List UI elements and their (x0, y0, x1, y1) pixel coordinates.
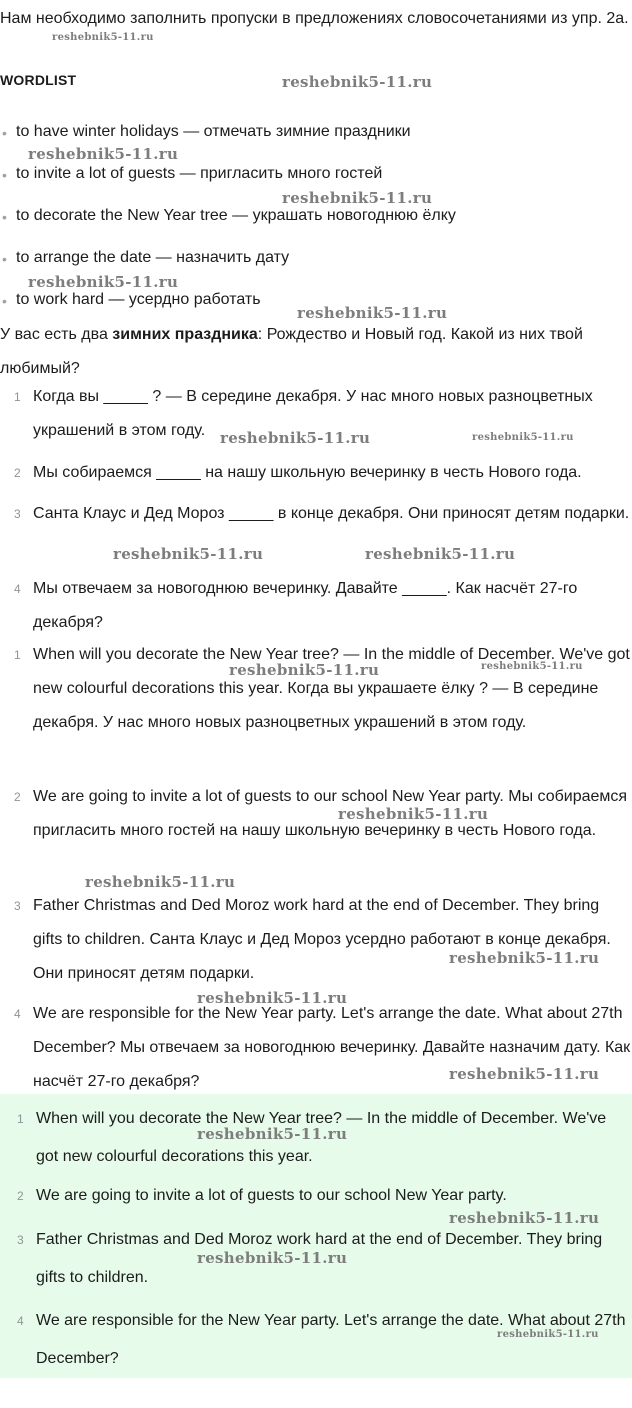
watermark: reshebnik5-11.ru (481, 661, 583, 672)
item-number: 4 (17, 1314, 24, 1328)
watermark: reshebnik5-11.ru (497, 1329, 599, 1340)
item-number: 2 (14, 790, 21, 804)
paragraph-start: У вас есть два (0, 326, 113, 343)
watermark: reshebnik5-11.ru (338, 805, 489, 823)
item-text: Father Christmas and Ded Moroz work hard at the end of December. They bring gifts to children. Санта Клаус и Дед Мороз усердно работают в конце декабря. Они приносят детям подарки. (33, 897, 611, 982)
watermark: reshebnik5-11.ru (229, 661, 380, 679)
intro-text: Нам необходимо заполнить пропуски в предложениях словосочетаниями из упр. 2a. (0, 10, 629, 27)
paragraph-bold: зимних праздника (112, 326, 258, 343)
item-number: 3 (14, 899, 21, 913)
item-number: 1 (14, 390, 21, 404)
wordlist-item: • to decorate the New Year tree — украшать новогоднюю ёлку (16, 205, 456, 227)
watermark: reshebnik5-11.ru (297, 304, 448, 322)
item-number: 2 (17, 1189, 24, 1203)
item-text: Father Christmas and Ded Moroz work hard at the end of December. They bring gifts to children. (36, 1231, 603, 1286)
item-text: We are going to invite a lot of guests to our school New Year party. (36, 1187, 507, 1204)
item-text: Санта Клаус и Дед Мороз _____ в конце декабря. Они приносят детям подарки. (33, 505, 630, 522)
watermark: reshebnik5-11.ru (282, 73, 433, 91)
wordlist-item: • to work hard — усердно работать (16, 289, 261, 311)
item-number: 4 (14, 582, 21, 596)
item-text: Мы собираемся _____ на нашу школьную вечеринку в честь Нового года. (33, 464, 582, 481)
item-text: We are responsible for the New Year party. Let's arrange the date. What about 27th December? Мы отвечаем за новогоднюю вечеринку. Давайте назначим дату. Как насчёт 27-го декабря? (33, 1005, 631, 1090)
paragraph-end: : Рождество и Новый год. Какой из них твой любимый? (0, 326, 583, 377)
item-text: Когда вы _____ ? — В середине декабря. У нас много новых разноцветных украшений в этом году. (33, 388, 593, 439)
watermark: reshebnik5-11.ru (52, 32, 154, 43)
watermark: reshebnik5-11.ru (197, 1125, 348, 1143)
item-text: We are going to invite a lot of guests to our school New Year party. Мы собираемся пригласить много гостей на нашу школьную вечеринку в честь Нового года. (33, 788, 628, 839)
wordlist-item: • to invite a lot of guests — пригласить много гостей (16, 163, 382, 185)
watermark: reshebnik5-11.ru (449, 949, 600, 967)
watermark: reshebnik5-11.ru (449, 1065, 600, 1083)
item-text: When will you decorate the New Year tree? — In the middle of December. We've got new colourful decorations this year. Когда вы украшаете ёлку ? — В середине декабря. У нас много новых разноцветных украшений в этом году. (33, 646, 630, 731)
watermark: reshebnik5-11.ru (197, 989, 348, 1007)
item-text: When will you decorate the New Year tree? — In the middle of December. We've got new colourful decorations this year. (36, 1110, 607, 1165)
item-number: 4 (14, 1007, 21, 1021)
watermark: reshebnik5-11.ru (282, 189, 433, 207)
question-paragraph (0, 318, 630, 386)
item-text: We are responsible for the New Year party. Let's arrange the date. What about 27th December? (36, 1312, 626, 1367)
watermark: reshebnik5-11.ru (197, 1249, 348, 1267)
watermark: reshebnik5-11.ru (113, 545, 264, 563)
wordlist-item: • to arrange the date — назначить дату (16, 247, 289, 269)
watermark: reshebnik5-11.ru (85, 873, 236, 891)
watermark: reshebnik5-11.ru (472, 432, 574, 443)
watermark: reshebnik5-11.ru (28, 273, 179, 291)
item-number: 2 (14, 466, 21, 480)
item-number: 3 (14, 507, 21, 521)
item-number: 3 (17, 1233, 24, 1247)
item-text: Мы отвечаем за новогоднюю вечеринку. Давайте _____. Как насчёт 27-го декабря? (33, 580, 578, 631)
item-number: 1 (17, 1112, 24, 1126)
wordlist-item: • to have winter holidays — отмечать зимние праздники (16, 121, 411, 143)
watermark: reshebnik5-11.ru (220, 429, 371, 447)
item-number: 1 (14, 648, 21, 662)
watermark: reshebnik5-11.ru (365, 545, 516, 563)
wordlist-heading: WORDLIST (0, 72, 77, 88)
watermark: reshebnik5-11.ru (28, 145, 179, 163)
watermark: reshebnik5-11.ru (449, 1209, 600, 1227)
